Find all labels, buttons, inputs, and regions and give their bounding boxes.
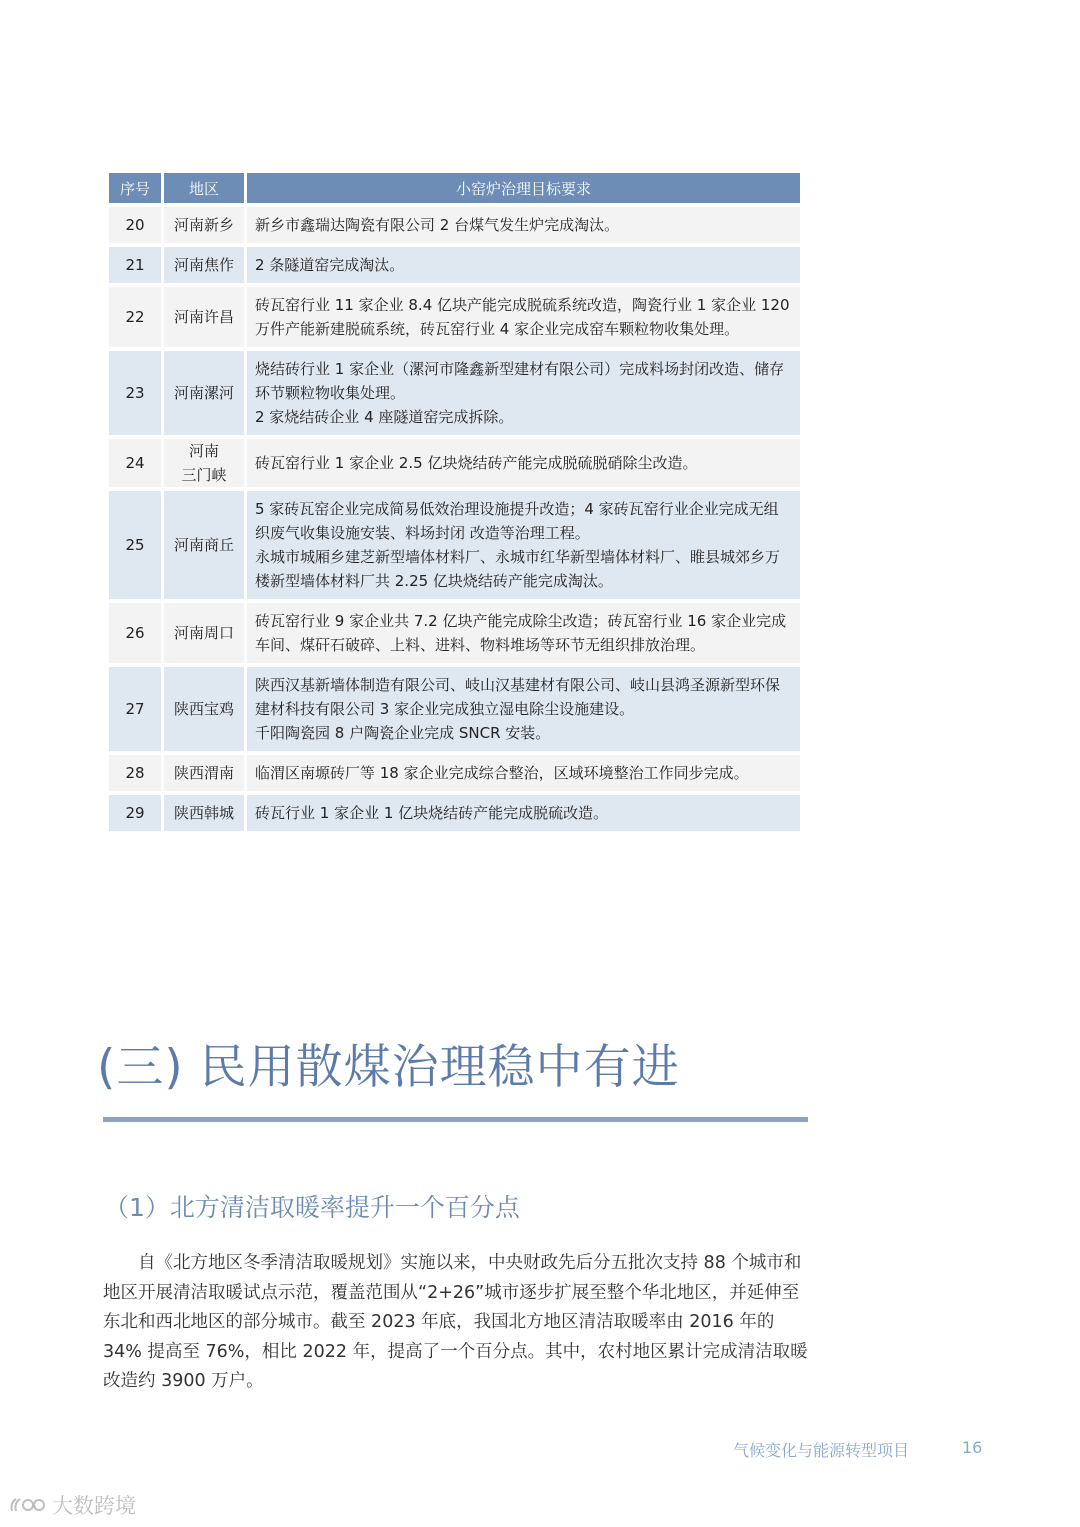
- sub-heading: （1）北方清洁取暖率提升一个百分点: [104, 1193, 520, 1222]
- row-region: 河南新乡: [164, 207, 244, 243]
- watermark-logo-icon: [8, 1493, 48, 1517]
- row-requirement: [247, 755, 800, 791]
- requirement-line: 砖瓦行业 1 家企业 1 亿块烧结砖产能完成脱硫改造。: [255, 804, 609, 822]
- row-number: 21: [109, 247, 161, 283]
- header-no: 序号: [109, 173, 161, 203]
- section-heading: (三) 民用散煤治理稳中有进: [97, 1040, 680, 1095]
- row-number: 26: [109, 603, 161, 663]
- row-region: 陕西宝鸡: [164, 667, 244, 751]
- row-requirement: [247, 667, 800, 751]
- footer-title: 气候变化与能源转型项目: [733, 1441, 910, 1460]
- row-requirement: [247, 491, 800, 599]
- header-region: 地区: [164, 173, 244, 203]
- row-number: 22: [109, 287, 161, 347]
- table-row: [109, 795, 800, 831]
- body-paragraph: 自《北方地区冬季清洁取暖规划》实施以来，中央财政先后分五批次支持 88 个城市和地区开展清洁取暖试点示范，覆盖范围从“2+26”城市逐步扩展至整个华北地区，并延伸至东北和西北地区的部分城市。截至 2023 年底，我国北方地区清洁取暖率由 2016 年的 34% 提高至 76%，相比 2022 年，提高了一个百分点。其中，农村地区累计完成清洁取暖改造约 3900 万户。: [103, 1253, 808, 1391]
- row-number: 29: [109, 795, 161, 831]
- row-region: 河南许昌: [164, 287, 244, 347]
- requirement-line: 砖瓦窑行业 1 家企业 2.5 亿块烧结砖产能完成脱硫脱硝除尘改造。: [255, 454, 698, 472]
- row-requirement: [247, 207, 800, 243]
- row-number: 23: [109, 351, 161, 435]
- requirement-line: 2 家烧结砖企业 4 座隧道窑完成拆除。: [255, 408, 514, 426]
- table-header-row: [109, 173, 800, 203]
- row-number: 20: [109, 207, 161, 243]
- row-region: 河南焦作: [164, 247, 244, 283]
- table-row: [109, 247, 800, 283]
- row-region: 河南漯河: [164, 351, 244, 435]
- requirement-line: 永城市城厢乡建芝新型墙体材料厂、永城市红华新型墙体材料厂、睢县城郊乡万楼新型墙体材料厂共 2.25 亿块烧结砖产能完成淘汰。: [255, 548, 781, 590]
- table-row: [109, 351, 800, 435]
- row-requirement: [247, 439, 800, 487]
- table-row: [109, 491, 800, 599]
- row-number: 24: [109, 439, 161, 487]
- table-row: [109, 603, 800, 663]
- requirement-line: 新乡市鑫瑞达陶瓷有限公司 2 台煤气发生炉完成淘汰。: [255, 216, 620, 234]
- row-number: 28: [109, 755, 161, 791]
- row-region: 河南 三门峡: [164, 439, 244, 487]
- governance-table: [106, 169, 803, 835]
- requirement-line: 5 家砖瓦窑企业完成简易低效治理设施提升改造；4 家砖瓦窑行业企业完成无组织废气收集设施安装、料场封闭 改造等治理工程。: [255, 500, 779, 542]
- row-requirement: [247, 247, 800, 283]
- requirement-line: 陕西汉基新墙体制造有限公司、岐山汉基建材有限公司、岐山县鸿圣源新型环保建材科技有限公司 3 家企业完成独立湿电除尘设施建设。: [255, 676, 781, 718]
- requirement-line: 临渭区南塬砖厂等 18 家企业完成综合整治，区域环境整治工作同步完成。: [255, 764, 749, 782]
- table-row: [109, 667, 800, 751]
- requirement-line: 2 条隧道窑完成淘汰。: [255, 256, 405, 274]
- row-region: 陕西渭南: [164, 755, 244, 791]
- header-requirement: 小窑炉治理目标要求: [247, 173, 800, 203]
- row-number: 27: [109, 667, 161, 751]
- table-row: [109, 439, 800, 487]
- watermark-text: 大数跨境: [52, 1494, 136, 1518]
- table-row: [109, 755, 800, 791]
- table-row: [109, 287, 800, 347]
- row-region: 陕西韩城: [164, 795, 244, 831]
- requirement-line: 千阳陶瓷园 8 户陶瓷企业完成 SNCR 安装。: [255, 724, 551, 742]
- watermark: [8, 1490, 136, 1520]
- section-divider: [103, 1117, 808, 1122]
- row-region: 河南周口: [164, 603, 244, 663]
- row-region: 河南商丘: [164, 491, 244, 599]
- table-body: [109, 207, 800, 831]
- table-row: [109, 207, 800, 243]
- row-requirement: [247, 287, 800, 347]
- page-number: 16: [962, 1438, 983, 1457]
- row-number: 25: [109, 491, 161, 599]
- requirement-line: 烧结砖行业 1 家企业（漯河市隆鑫新型建材有限公司）完成料场封闭改造、储存 环节颗粒物收集处理。: [255, 360, 785, 402]
- requirement-line: 砖瓦窑行业 11 家企业 8.4 亿块产能完成脱硫系统改造，陶瓷行业 1 家企业 120 万件产能新建脱硫系统，砖瓦窑行业 4 家企业完成窑车颗粒物收集处理。: [255, 296, 790, 338]
- row-requirement: [247, 795, 800, 831]
- row-requirement: [247, 351, 800, 435]
- row-requirement: [247, 603, 800, 663]
- requirement-line: 砖瓦窑行业 9 家企业共 7.2 亿块产能完成除尘改造；砖瓦窑行业 16 家企业完成车间、煤矸石破碎、上料、进料、物料堆场等环节无组织排放治理。: [255, 612, 787, 654]
